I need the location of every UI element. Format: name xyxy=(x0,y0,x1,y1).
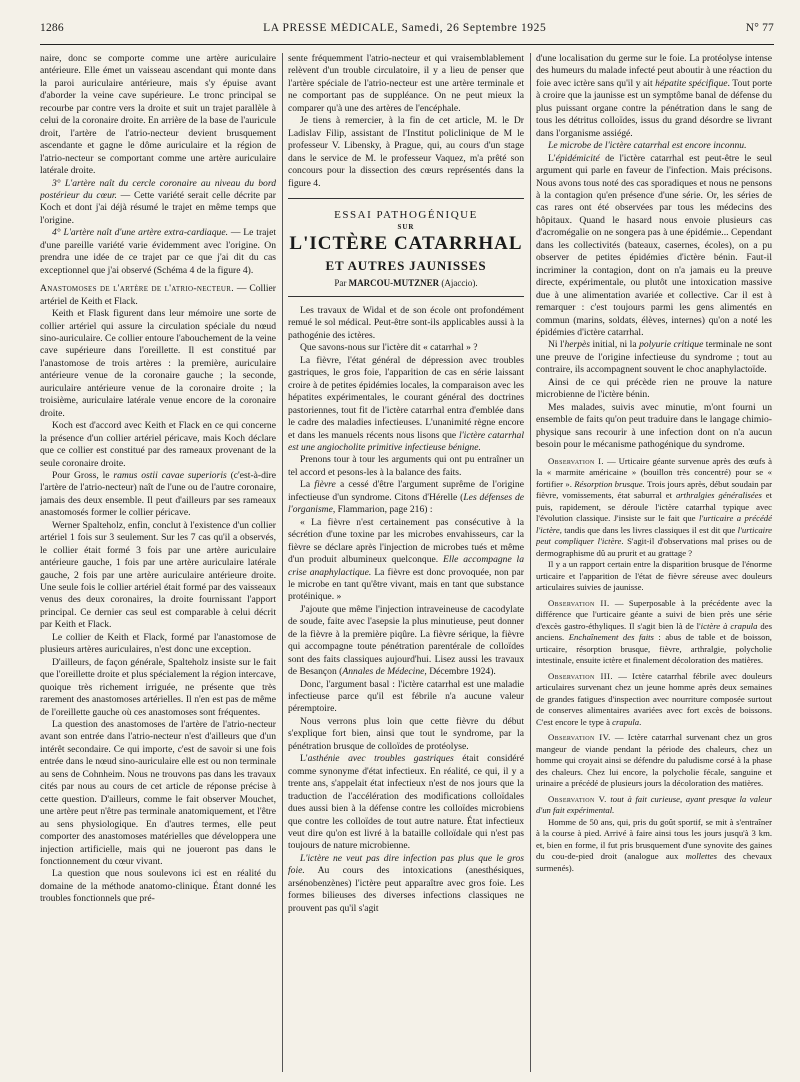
paragraph xyxy=(40,227,276,277)
paragraph: D'ailleurs, de façon générale, Spalteholz insiste sur le fait que l'oreillette droite et plus spécialement la région intercave, quoique très richement irriguée, ne présente que très rarement des anastomoses artérielles. Il n'en est pas de même de l'oreillette gauche où ces anastomoses sont fréquentes. xyxy=(40,656,276,718)
text: terminale ne sont une preuve de l'origine infectieuse du syndrome ; tout au contraire, ils accompagnent souvent le choc anaphylactoïde. xyxy=(536,339,772,376)
author-place: (Ajaccio). xyxy=(441,277,478,288)
italic-text: crapula xyxy=(612,716,640,727)
text: — Urticaire géante survenue après des œufs à la « marmite américaine » (bouillon très concentré) pour se « fortifier ». xyxy=(536,455,772,489)
paragraph: Prenons tour à tour les arguments qui ont pu entraîner un tel accord et pesons-les à la balance des faits. xyxy=(288,454,524,478)
paragraph xyxy=(40,470,276,520)
italic-text: mollettes xyxy=(685,851,717,861)
text: — Collier artériel de Keith et Flack. xyxy=(40,283,276,307)
italic-text: l'urticaire a précédé l'ictère xyxy=(536,513,772,535)
article-kicker: ESSAI PATHOGÉNIQUE xyxy=(334,208,478,221)
text: : abus de table et de boisson, urticaire, résorption brusque, fièvre, arthralgie, polycholie intestinale, ensuite ictère et finalement décoloration des matières. xyxy=(536,632,772,665)
article-byline xyxy=(288,278,524,288)
paragraph xyxy=(288,604,524,679)
text: — Superposable à la précédente avec la différence que l'urticaire géante a suivi de bien près une série d'excès gastro-éthyliques. Il s'agit bien là de l' xyxy=(536,597,772,631)
italic-text: Le microbe de l'ictère catarrhal est encore inconnu. xyxy=(548,140,747,152)
text: a cessé d'être l'argument suprême de l'origine infectieuse d'un syndrome. Citons d'Hérelle ( xyxy=(288,479,524,503)
italic-text: l'urticaire peut compliquer l'ictère xyxy=(536,524,772,546)
page-header xyxy=(40,22,774,45)
text: Trois jours après, début soudain par fièvre, vomissements, état saburral et xyxy=(536,478,772,500)
text: Homme de 50 ans, qui, pris du goût sportif, se mit à s'entraîner à la course à pied. Arrivé à faire ainsi tous les jours jusqu'à 3 km. et, bien en forme, il fut pris brusquement d'une synovite des gaines du cou-de-pied droit (analogue aux xyxy=(536,816,772,861)
italic-text: ictère à crapula xyxy=(700,620,758,631)
paragraph: Le collier de Keith et Flack, formé par l'anastomose de plusieurs artères auriculaires, n'est donc une exception. xyxy=(40,631,276,656)
issue-number: N° 77 xyxy=(745,22,774,34)
italic-text: épidémicité xyxy=(555,152,600,164)
paragraph xyxy=(536,153,772,340)
text: Au cours des intoxications (anesthésiques, arsénobenzènes) l'ictère peut apparaître avec gros foie. Les formes bilieuses des diverses infections classiques ne prouvent pas qu'il s'agit xyxy=(288,865,524,914)
paragraph xyxy=(288,355,524,455)
text: des anciens. xyxy=(536,620,772,642)
italic-text: Elle accompagne la crise anaphylactique. xyxy=(288,554,524,578)
journal-title: LA PRESSE MÉDICALE, Samedi, 26 Septembre 1925 xyxy=(263,22,547,34)
column-divider xyxy=(530,53,531,1072)
paragraph xyxy=(288,853,524,915)
paragraph: Mes malades, suivis avec minutie, m'ont fourni un ensemble de faits qu'on peut traduire dans le langage chimio-physique sans recourir à une infection dont on n'a aucun besoin pour le mécanisme pathogénique du syndrome. xyxy=(536,401,772,451)
text: La fièvre est donc provoquée, non par le microbe en tant qu'être vivant, mais en tant que substance protéinique. » xyxy=(288,566,524,603)
text: , Décembre 1924). xyxy=(424,666,496,678)
italic-text: arthralgies généralisées xyxy=(675,490,762,500)
paragraph: Donc, l'argument basal : l'ictère catarrhal est une maladie infectieuse parce qu'il est fébrile n'a aucune valeur péremptoire. xyxy=(288,678,524,715)
paragraph xyxy=(40,178,276,228)
section-heading xyxy=(40,283,276,308)
italic-text: 4° L'artère naît d'une artère extra-cardiaque. xyxy=(52,227,228,239)
paragraph xyxy=(536,817,772,875)
article-kicker-sur: SUR xyxy=(397,222,415,231)
observation-label: Observation V. xyxy=(548,793,607,804)
italic-text: 3° L'artère naît du cercle coronaire au niveau du bord postérieur du cœur. xyxy=(40,177,276,201)
observation-3 xyxy=(536,671,772,729)
italic-text: herpès xyxy=(564,339,591,351)
paragraph: naire, donc se comporte comme une artère auriculaire antérieure. Elle émet un vaisseau ascendant qui monte dans la paroi auriculaire antérieure, mais s'y épuise avant d'aborder la veine cave supérieure. Le tronc principal se recourbe par contre vers la droite et suit un trajet parallèle à celui de la coronaire droite. En arrière de la base de l'auricule droit, l'artère de l'atrio-necteur devient brusquement ascendante et gagne le dôme auriculaire et la région de l'atrio-necteur se comportant comme une artère auriculaire latérale droite. xyxy=(40,53,276,177)
italic-text: hépatite spécifique xyxy=(655,77,728,89)
column-3 xyxy=(536,53,772,1072)
observation-1 xyxy=(536,456,772,560)
italic-text: Résorption brusque. xyxy=(574,478,645,489)
page-number: 1286 xyxy=(40,22,64,34)
italic-text: ramus ostii cavae superioris xyxy=(113,469,227,481)
observation-label: Observation III. xyxy=(548,670,613,681)
text: J'ajoute que même l'injection intraveineuse de cacodylate de soude, faite avec l'asepsie la plus minutieuse, peut donner de la fièvre à la première piqûre. La fièvre sérique, la fièvre qui accompagne toute pénétration parentérale de colloïdes sont des faits classiques aujourd'hui. Lisez aussi les travaux de Besançon ( xyxy=(288,603,524,678)
observation-5 xyxy=(536,794,772,817)
paragraph: Nous verrons plus loin que cette fièvre du début s'explique fort bien, ainsi que tout le syndrome, par la pénétration brusque de colloïdes de protéolyse. xyxy=(288,715,524,752)
text: Ni l' xyxy=(548,339,565,351)
paragraph: Ainsi de ce qui précède rien ne prouve la nature microbienne de l'ictère bénin. xyxy=(536,376,772,401)
article-title: L'ICTÈRE CATARRHAL xyxy=(289,232,523,254)
text: « La fièvre n'est certainement pas consécutive à la sécrétion d'une toxine par les microbes envahisseurs, car la fièvre se déclare après l'injection de microbes tués et même d'un produit albumineux quelconque. xyxy=(288,516,524,566)
italic-text: Enchaînement des faits xyxy=(568,632,654,642)
text: initial, ni la xyxy=(590,339,640,351)
text: La fièvre, l'état général de dépression avec troubles gastriques, le gros foie, l'apparition de cas en série laissant croire à de petites épidémies locales, la comparaison avec les hépatites expérimentales, le courant général des doctrines pastoriennes, tout fit de l'ictère catarrhal entra d'emblée dans le cadre des maladies infectieuses. L'unanimité règne encore et dans les manuels récents nous lisons que xyxy=(288,354,524,441)
paragraph xyxy=(288,479,524,516)
article-subtitle: ET AUTRES JAUNISSES xyxy=(325,257,487,273)
paragraph: Il y a un rapport certain entre la disparition brusque de l'énorme urticaire et l'apparition de l'état de fièvre séreuse avec douleurs articulaires suivies de jaunisse. xyxy=(536,559,772,592)
paragraph: La question que nous soulevons ici est en réalité du domaine de la méthode anatomo-clinique. Étant donné les troubles fonctionnels que pré- xyxy=(40,868,276,905)
text: — Ictère catarrhal survenant chez un gros mangeur de viande pendant la période des chaleurs, chez un homme qui croyait ainsi se défendre du paludisme corsé à la phase des chaleurs. Chez lui encore, la polycholie fécale, sanguine et urinaire a précédé de plusieurs jours la décoloration des matières. xyxy=(536,732,772,788)
text: L' xyxy=(300,753,308,765)
paragraph: Les travaux de Widal et de son école ont profondément remué le sol médical. Peut-être sont-ils applicables aussi à la pathogénie des ictères. xyxy=(288,304,524,341)
paragraph xyxy=(288,517,524,604)
columns xyxy=(40,53,774,1072)
italic-text: polyurie critique xyxy=(639,339,704,351)
text: La xyxy=(300,479,315,491)
paragraph: La question des anastomoses de l'artère de l'atrio-necteur avant son entrée dans l'atrio-necteur n'est d'ailleurs que d'un intérêt secondaire. Ce qui importe, c'est de savoir si une fois entrée dans le nœud sino-auriculaire elle est ou non terminale au sens de Cohnheim. Nous ne trouvons pas dans les travaux cités par nous au cours de cet article de réponse précise à cette question. D'ailleurs, comme le fait observer Mouchet, une artère peut n'être pas terminale anatomiquement, et l'être au sens physiologique. En d'autres termes, elle peut comporter des anastomoses matérielles que développera une injection artificielle, mais qui ne joueront pas dans le fonctionnement du cœur vivant. xyxy=(40,719,276,867)
italic-text: fièvre xyxy=(314,479,336,491)
article-title-block xyxy=(288,198,524,297)
text: . xyxy=(639,716,642,727)
text: — Cette variété serait celle décrite par Koch et dont j'ai déjà résumé le trajet en même temps que l'origine. xyxy=(40,189,276,226)
italic-text: l'ictère catarrhal est une angiocholite primitive infectieuse bénigne. xyxy=(288,429,524,453)
text: — Ictère catarrhal fébrile avec douleurs articulaires survenant chez un jeune homme après deux semaines de grandes fatigues d'inspection avec nourriture composée surtout de conserves alimentaires avariées avec fort excès de boissons. C'est encore le type à xyxy=(536,670,772,727)
text: était considéré comme synonyme d'état infectieux. En réalité, ce qui, il y a trente ans, s'appelait état infectieux n'est de nos jours que la traduction de l'accélération des modifications colloïdales dues aussi bien à la défense contre les colloïdes microbiens que contre les colloïdes de tout autre nature. État infectieux veut dire qu'on est livré à la bataille colloïdale qui n'est pas toujours de nature microbienne. xyxy=(288,753,524,852)
text: L' xyxy=(548,152,556,164)
paragraph: Je tiens à remercier, à la fin de cet article, M. le Dr Ladislav Filip, assistant de l'Institut policlinique de M le professeur V. Libensky, à Prague, qui, au cours d'un stage dans le service de M. le professeur Vaquez, m'a prêté son concours pour la dissection des cœurs représentés dans la figure 4. xyxy=(288,115,524,189)
paragraph: Koch est d'accord avec Keith et Flack en ce qui concerne la présence d'un collier artériel péricave, mais Koch déclare que ce collier est constitué par des rameaux provenant de la seule coronaire droite. xyxy=(40,420,276,469)
paragraph: Que savons-nous sur l'ictère dit « catarrhal » ? xyxy=(300,342,478,354)
text: (c'est-à-dire l'artère de l'atrio-necteur) naît de l'une ou de l'autre coronaire, jamais des deux ensemble. Il peut d'ailleurs par ses rameaux anastomosés former le collier péricave. xyxy=(40,469,276,519)
paragraph xyxy=(536,140,772,152)
italic-text: Annales de Médecine xyxy=(342,666,425,678)
text: Pour Gross, le xyxy=(52,469,114,481)
italic-text: tout à fait curieuse, ayant presque la valeur d'un fait expérimental. xyxy=(536,793,772,815)
paragraph xyxy=(536,53,772,140)
observation-4 xyxy=(536,732,772,790)
text: . Tout porte à croire que la jaunisse est un symptôme banal de défense du plus puissant organe contre la pénétration dans le sang de tous les détritus colloïdes, issus du grand désordre se livrant dans l'organisme assiégé. xyxy=(536,77,772,139)
column-2 xyxy=(288,53,524,1072)
text: de l'ictère catarrhal est peut-être le seul argument qui parle en faveur de l'infection. Mais précisons. Nous avons tous noté des cas sporadiques et nous ne pensons à la contagion qu'en présence d'une série. Or, les séries de cas rares ont été observées par tous les médecins des hôpitaux. Quand le hasard nous envoie plusieurs cas d'acromégalie on ne songera pas à une épidémie... Cependant dans les collectivités (bateaux, casernes, écoles), on a pu observer de petites épidémies d'ictère bénin. Faut-il incriminer la contagion, dont on n'a jamais eu la preuve directe, expérimentale, ou plutôt une intoxication massive due à une alimentation avariée et collective. Car il est à remarquer : c'est toujours parmi les gens alimentés en commun (marins, soldats, élèves, internes) qu'on a noté les épidémies d'ictère catarrhal. xyxy=(536,152,772,338)
observation-label: Observation II. xyxy=(548,597,610,608)
observation-label: Observation I. xyxy=(548,455,604,466)
paragraph xyxy=(536,339,772,376)
newspaper-page xyxy=(40,22,774,1072)
byline-par: Par xyxy=(334,277,347,288)
text: d'une localisation du germe sur le foie. La protéolyse intense des humeurs du malade infecté peut aboutir à une réaction du foie avec ictère sans qu'il y ait xyxy=(536,53,772,89)
italic-text: Les défenses de l'organisme xyxy=(288,491,524,516)
paragraph xyxy=(288,753,524,853)
text: des chevaux surmenés). xyxy=(536,851,772,873)
text: et puis, rapidement, se déroule l'ictère catarrhal typique avec l'évolution classique. J'insiste sur le fait que xyxy=(536,490,772,523)
paragraph: sente fréquemment l'atrio-necteur et qui vraisemblablement relèvent d'un trouble circulatoire, il y a lieu de penser que l'artère spéciale de l'atrio-necteur est une artère terminale et ne comportant pas de suppléance. On ne peut mieux la comparer qu'à une des artères de l'encéphale. xyxy=(288,53,524,114)
paragraph: Werner Spalteholz, enfin, conclut à l'existence d'un collier artériel 1 fois sur 3 seulement. Sur les 7 cas qu'il a observés, le collier était formé 3 fois par une artère auriculaire antérieure gauche, 1 fois par une artère auriculaire latérale gauche, 2 fois par une artère auriculaire antérieure droite. Une seule fois le collier artériel était formé par des vaisseaux venus des deux coronaires, la droite fournissant l'apport principal. Ce dernier cas seul est comparable à celui décrit par Keith et Flack. xyxy=(40,519,276,631)
observation-label: Observation IV. xyxy=(548,732,611,742)
italic-text: asthénie avec troubles gastriques xyxy=(307,753,454,765)
text: . S'agit-il d'observations mal prises ou de dermographisme dû au prurit et au grattage ? xyxy=(536,536,772,558)
paragraph: Keith et Flask figurent dans leur mémoire une sorte de collier artériel qui assure la circulation spéciale du nœud sino-auriculaire. Ce collier entoure l'abouchement de la veine cave supérieure dans l'oreillette. Il est constitué par l'anastomose de trois artères : la première, auriculaire antérieure venue de la coronaire gauche ; la seconde, auriculaire antérieure venue de la coronaire droite ; la troisième, auriculaire latérale venue encore de la coronaire droite. xyxy=(40,308,276,419)
column-1 xyxy=(40,53,276,1072)
observation-2 xyxy=(536,598,772,667)
heading-text: Anastomoses de l'artère de l'atrio-necteur. xyxy=(40,283,234,295)
column-divider xyxy=(282,53,283,1072)
text: — Le trajet d'une pareille variété varie évidemment avec l'origine. On prendra une idée de ce trajet par ce que j'ai dit du cas exceptionnel que j'ai observé (Schéma 4 de la figure 4). xyxy=(40,227,276,276)
text: , tandis que dans les livres classiques il est dit que xyxy=(559,524,738,535)
italic-text: L'ictère ne veut pas dire infection pas plus que le gros foie. xyxy=(288,852,524,877)
author-name: MARCOU-MUTZNER xyxy=(348,277,440,288)
text: , Flammarion, page 216) : xyxy=(332,504,433,516)
